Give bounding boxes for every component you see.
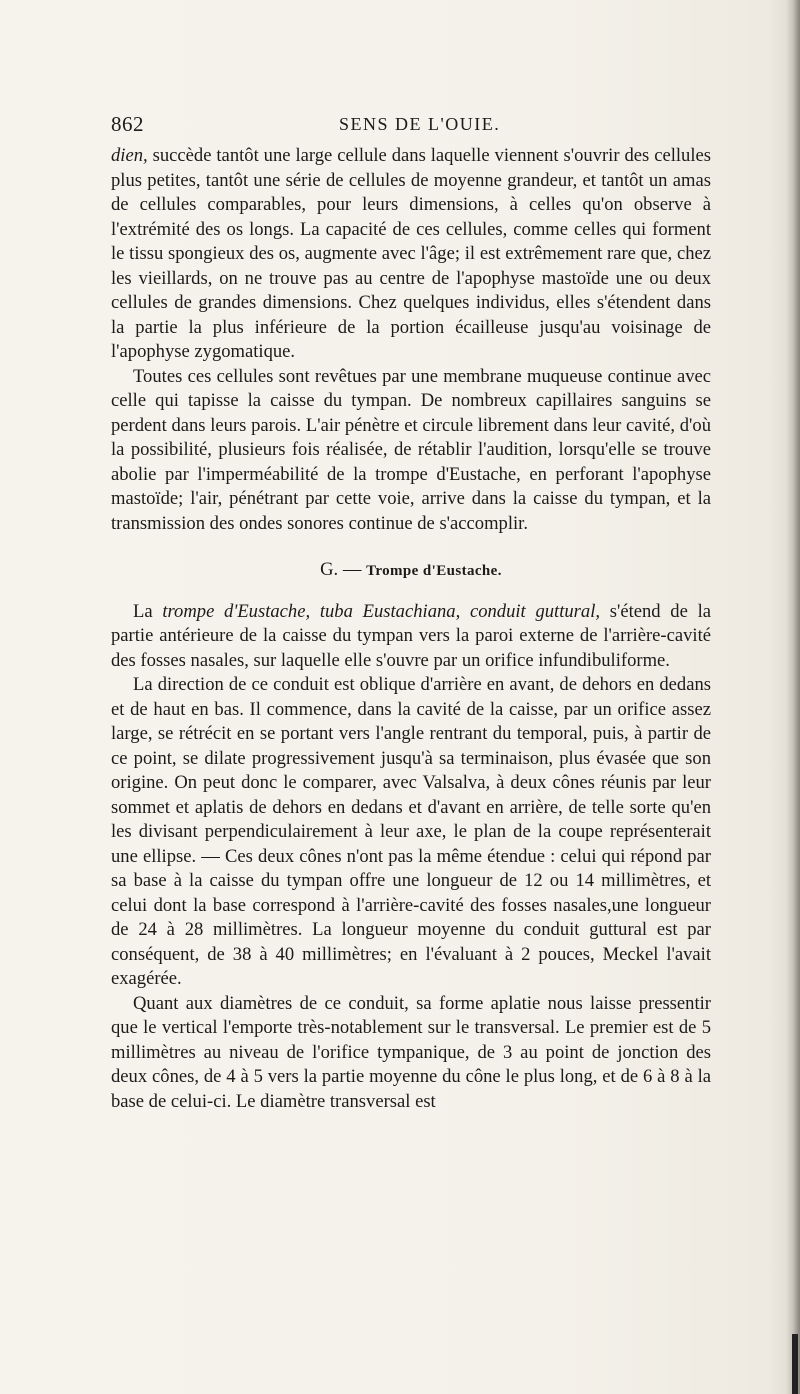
paragraph <box>111 600 711 674</box>
section-letter: G. <box>320 559 339 580</box>
page-number: 862 <box>111 112 144 136</box>
paragraph: Toutes ces cellules sont revêtues par une membrane muqueuse continue avec celle qui tapisse la caisse du tympan. De nombreux capillaires sanguins se perdent dans leurs parois. L'air pénètre et circule librement dans leur cavité, d'où la possibilité, plusieurs fois réalisée, de rétablir l'audition, lorsqu'elle se trouve abolie par l'imperméabilité de la trompe d'Eustache, en perforant l'apophyse mastoïde; l'air, pénétrant par cette voie, arrive dans la caisse du tympan, et la transmission des ondes sonores continue de s'accomplir. <box>111 365 711 534</box>
running-head: SENS DE L'OUIE. <box>339 114 501 134</box>
paragraph: Quant aux diamètres de ce conduit, sa forme aplatie nous laisse pressentir que le vertical l'emporte très-notablement sur le transversal. Le premier est de 5 millimètres au niveau de l'orifice tympanique, de 3 au point de jonction des deux cônes, de 4 à 5 vers la partie moyenne du cône le plus long, et de 6 à 8 à la base de celui-ci. Le diamètre transversal est <box>111 992 711 1112</box>
paragraph: La direction de ce conduit est oblique d'arrière en avant, de dehors en dedans et de haut en bas. Il commence, dans la cavité de la caisse, par un orifice assez large, se rétrécit en se portant vers l'angle rentrant du temporal, puis, à partir de ce point, se dilate progressivement jusqu'à sa terminaison, plus évasée que son origine. On peut donc le comparer, avec Valsalva, à deux cônes réunis par leur sommet et aplatis de dehors en dedans et d'avant en arrière, de telle sorte qu'en les divisant perpendiculairement à leur axe, le plan de la coupe représenterait une ellipse. — Ces deux cônes n'ont pas la même étendue : celui qui répond par sa base à la caisse du tympan offre une longueur de 12 ou 14 millimètres, et celui dont la base correspond à l'arrière-cavité des fosses nasales,une longueur de 24 à 28 millimètres. La longueur moyenne du conduit guttural est par conséquent, de 38 à 40 millimètres; en l'évaluant à 2 pouces, Meckel l'avait exagérée. <box>111 674 711 989</box>
section-heading <box>111 558 711 584</box>
body-text <box>111 144 711 1114</box>
page-header <box>111 112 711 136</box>
paragraph <box>111 144 711 365</box>
page-edge-mark <box>792 1334 798 1394</box>
paragraph-text: s'étend de la partie antérieure de la caisse du tympan vers la paroi externe de l'arrière-cavité des fosses nasales, sur laquelle elle s'ouvre par un orifice infundibuliforme. <box>111 600 711 671</box>
paragraph-prefix: La <box>133 600 163 622</box>
paragraph-text: succède tantôt une large cellule dans laquelle viennent s'ouvrir des cellules plus petites, tantôt une série de cellules de moyenne grandeur, et tantôt un amas de cellules comparables, pour leurs dimensions, à celles qu'on observe à l'extrémité des os longs. La capacité de ces cellules, comme celles qui forment le tissu spongieux des os, augmente avec l'âge; il est extrêmement rare que, chez les vieillards, on ne trouve pas au centre de l'apophyse mastoïde une ou deux cellules de grandes dimensions. Chez quelques individus, elles s'étendent dans la partie la plus inférieure de la portion écailleuse jusqu'au voisinage de l'apophyse zygomatique. <box>111 145 711 362</box>
paragraph-italic-terms: trompe d'Eustache, tuba Eustachiana, conduit guttural, <box>162 600 601 622</box>
paragraph-lead-italic: dien, <box>111 145 148 166</box>
page-edge-shadow <box>786 0 800 1394</box>
section-title: Trompe d'Eustache. <box>366 563 502 579</box>
section-dash: — <box>338 559 367 580</box>
